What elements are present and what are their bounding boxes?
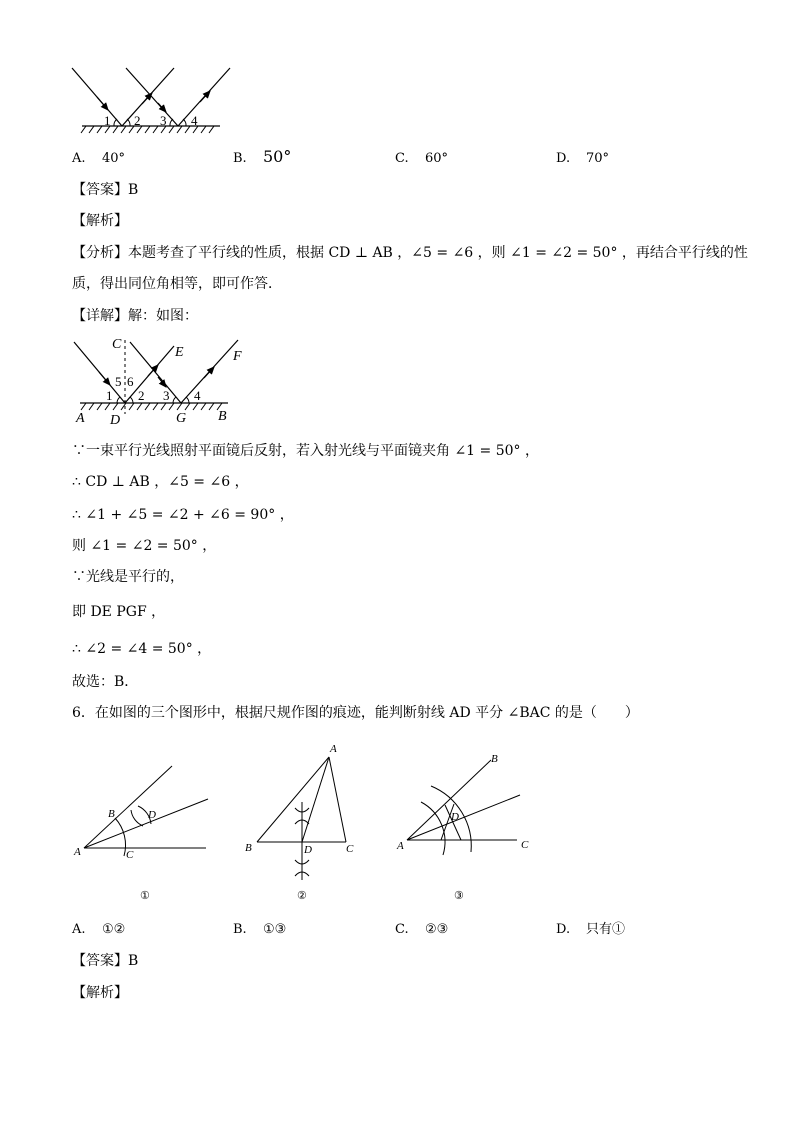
angle-label-1b: 1 (106, 388, 113, 403)
mirror-reflection-figure (70, 62, 240, 134)
q5-detail-heading: 【详解】解：如图： (72, 308, 198, 324)
angle-label-1: 1 (104, 113, 111, 128)
q6-option-c[interactable]: C. ②③ (395, 922, 449, 937)
q6-figure-2 (240, 740, 365, 905)
q6-question: 6．在如图的三个图形中，根据尺规作图的痕迹，能判断射线 AD 平分 ∠BAC 的是（ ） (72, 705, 639, 721)
q5-analysis-line-1: 【分析】本题考查了平行线的性质，根据 CD ⊥ AB ，∠5 = ∠6 ，则 ∠1 = ∠2 = 50° ，再结合平行线的性 (72, 245, 748, 261)
angle-label-5: 5 (115, 374, 122, 389)
point-label-e: E (175, 345, 184, 360)
q6-option-b[interactable]: B. ①③ (233, 922, 287, 937)
q5-option-d[interactable]: D. 70° (556, 151, 610, 166)
q6-figure-3 (395, 750, 535, 905)
fig3-label-d: D (451, 811, 459, 823)
point-label-c: C (112, 337, 122, 352)
q5-answer: 【答案】B (72, 182, 139, 198)
q5-option-b[interactable]: B. 50° (233, 147, 292, 166)
fig2-label-d: D (304, 844, 312, 856)
q5-analysis-line-2: 质，得出同位角相等，即可作答． (72, 276, 282, 292)
point-label-d: D (110, 413, 121, 428)
q5-step-4: 则 ∠1 = ∠2 = 50° ， (72, 538, 217, 554)
fig1-label-a: A (74, 846, 81, 858)
q5-step-7: ∴ ∠2 = ∠4 = 50° ， (72, 641, 212, 657)
q6-option-d[interactable]: D. 只有① (556, 922, 626, 937)
fig1-label-d: D (148, 809, 156, 821)
angle-label-2b: 2 (138, 388, 145, 403)
angle-label-3: 3 (160, 113, 167, 128)
angle-label-6: 6 (127, 374, 134, 389)
fig3-label-a: A (397, 840, 404, 852)
q5-step-3: ∴ ∠1 + ∠5 = ∠2 + ∠6 = 90° ， (72, 507, 294, 523)
fig1-label-b: B (108, 808, 115, 820)
q5-step-8: 故选：B． (72, 674, 139, 690)
fig2-caption: ② (297, 890, 307, 902)
fig2-label-a: A (330, 743, 337, 755)
fig3-caption: ③ (454, 890, 464, 902)
point-label-b: B (218, 409, 227, 424)
q5-jiexi-heading: 【解析】 (72, 213, 128, 229)
fig2-label-c: C (346, 843, 354, 855)
point-label-f: F (233, 349, 242, 364)
fig3-label-b: B (491, 753, 498, 765)
q6-jiexi-heading: 【解析】 (72, 985, 128, 1001)
q5-step-5: ∵光线是平行的， (72, 569, 184, 585)
angle-label-2: 2 (134, 113, 141, 128)
q5-option-a[interactable]: A. 40° (72, 151, 126, 166)
q5-step-6: 即 DE PGF ， (72, 604, 166, 620)
q5-step-2: ∴ CD ⊥ AB ，∠5 = ∠6 ， (72, 474, 249, 490)
fig3-label-c: C (521, 839, 529, 851)
q6-option-a[interactable]: A. ①② (72, 922, 126, 937)
q5-option-c[interactable]: C. 60° (395, 151, 449, 166)
angle-label-3b: 3 (163, 388, 170, 403)
q5-step-1: ∵一束平行光线照射平面镜后反射，若入射光线与平面镜夹角 ∠1 = 50° ， (72, 443, 539, 459)
q6-figure-1 (70, 760, 215, 905)
fig1-caption: ① (140, 890, 150, 902)
fig2-label-b: B (245, 842, 252, 854)
mirror-reflection-detail-figure (70, 334, 260, 430)
point-label-g: G (176, 411, 187, 426)
fig1-label-c: C (126, 849, 134, 861)
q6-answer: 【答案】B (72, 953, 139, 969)
angle-label-4: 4 (191, 113, 198, 128)
point-label-a: A (76, 411, 85, 426)
angle-label-4b: 4 (194, 388, 201, 403)
